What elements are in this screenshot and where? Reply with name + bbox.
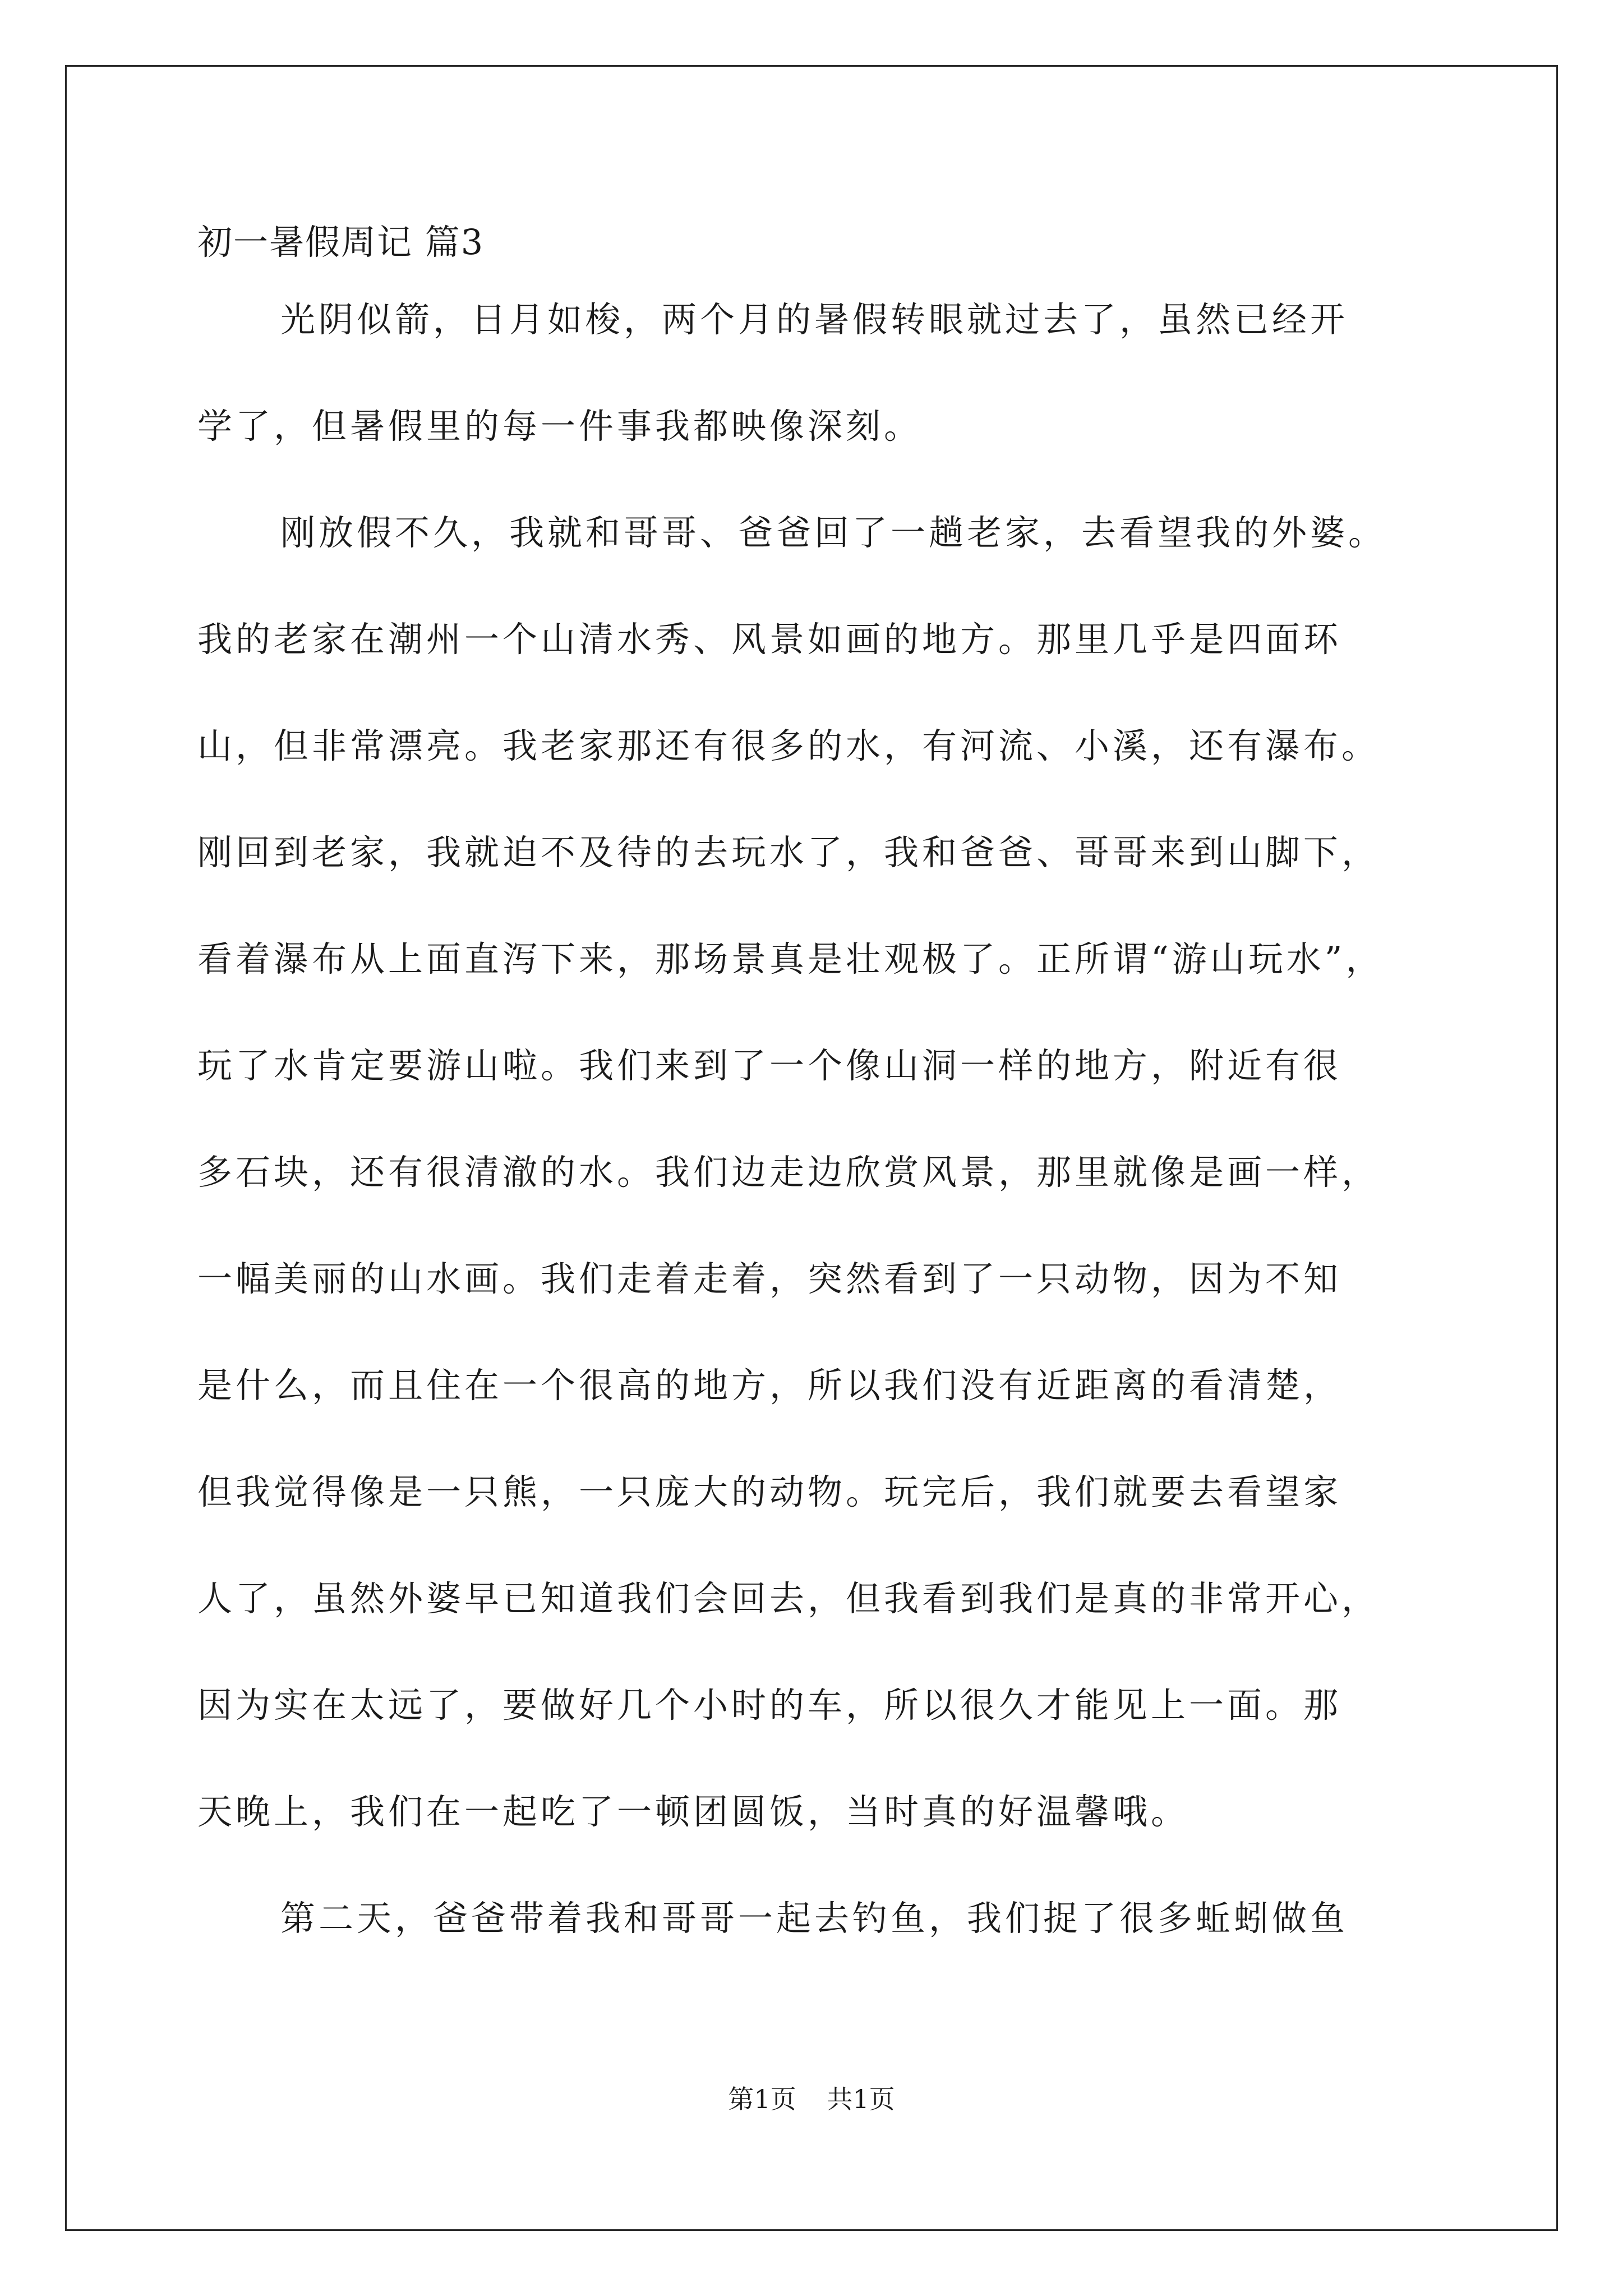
text-line: 人了，虽然外婆早已知道我们会回去，但我看到我们是真的非常开心，: [197, 1578, 1380, 1619]
text-line: 天晚上，我们在一起吃了一顿团圆饭，当时真的好温馨哦。: [197, 1791, 1189, 1832]
text-line: 刚回到老家，我就迫不及待的去玩水了，我和爸爸、哥哥来到山脚下，: [197, 832, 1380, 873]
paragraph: [197, 505, 1431, 1890]
document-title: 初一暑假周记 篇3: [197, 222, 485, 263]
text-line: 是什么，而且住在一个很高的地方，所以我们没有近距离的看清楚，: [197, 1365, 1342, 1406]
text-line: 但我觉得像是一只熊，一只庞大的动物。玩完后，我们就要去看望家: [197, 1471, 1342, 1512]
page-footer: [0, 2082, 1623, 2116]
text-line: 刚放假不久，我就和哥哥、爸爸回了一趟老家，去看望我的外婆。: [280, 512, 1387, 553]
text-line: 山，但非常漂亮。我老家那还有很多的水，有河流、小溪，还有瀑布。: [197, 725, 1380, 766]
text-line: 学了，但暑假里的每一件事我都映像深刻。: [197, 406, 923, 447]
text-line: 一幅美丽的山水画。我们走着走着，突然看到了一只动物，因为不知: [197, 1258, 1342, 1299]
paragraph: [197, 292, 1431, 505]
text-line: 多石块，还有很清澈的水。我们边走边欣赏风景，那里就像是画一样，: [197, 1152, 1380, 1193]
text-line: 光阴似箭，日月如梭，两个月的暑假转眼就过去了，虽然已经开: [280, 299, 1349, 340]
page-number: 第1页: [728, 2084, 796, 2114]
text-line: 看着瀑布从上面直泻下来，那场景真是壮观极了。正所谓“游山玩水”，: [197, 938, 1384, 979]
page-total: 共1页: [827, 2084, 895, 2114]
text-line: 因为实在太远了，要做好几个小时的车，所以很久才能见上一面。那: [197, 1685, 1342, 1726]
document-body: [197, 292, 1431, 1997]
paragraph: [197, 1890, 1431, 1997]
text-line: 我的老家在潮州一个山清水秀、风景如画的地方。那里几乎是四面环: [197, 619, 1342, 660]
text-line: 玩了水肯定要游山啦。我们来到了一个像山洞一样的地方，附近有很: [197, 1045, 1342, 1086]
text-line: 第二天，爸爸带着我和哥哥一起去钓鱼，我们捉了很多蚯蚓做鱼: [280, 1898, 1349, 1939]
